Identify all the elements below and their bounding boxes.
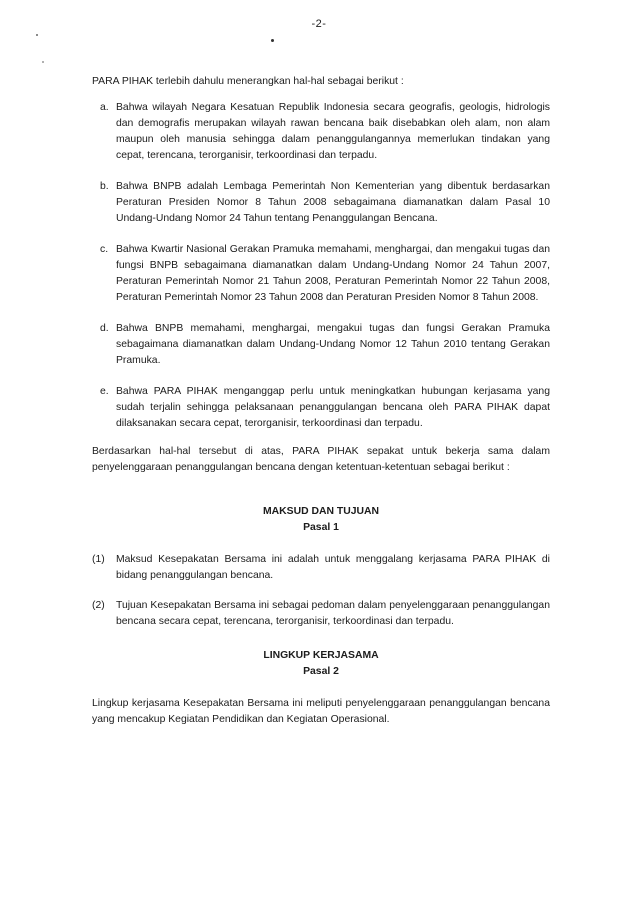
scan-speck: [42, 61, 44, 63]
pasal-heading: Pasal 2: [303, 666, 339, 677]
list-item-text: Bahwa BNPB adalah Lembaga Pemerintah Non Kementerian yang dibentuk berdasarkan Peraturan Presiden Nomor 8 Tahun 2008 sebagaimana diamanatkan dalam Pasal 10 Undang-Undang Nomor 24 Tahun tentang Penanggulangan Bencana.: [116, 181, 550, 224]
list-marker: c.: [100, 244, 109, 255]
scan-speck: [271, 39, 274, 42]
list-item-text: Bahwa wilayah Negara Kesatuan Republik Indonesia secara geografis, geologis, hidrologis dan demografis merupakan wilayah rawan bencana baik disebabkan oleh alam, non alam maupun oleh manusia sehingga dalam penanggulangannya memerlukan tindakan yang cepat, terencana, terorganisir, terkoordinasi dan terpadu.: [116, 102, 550, 161]
list-marker: a.: [100, 102, 109, 113]
list-item: [92, 179, 550, 227]
list-marker: b.: [100, 181, 109, 192]
scan-speck: [36, 34, 38, 36]
list-marker: e.: [100, 386, 109, 397]
clause-text: Tujuan Kesepakatan Bersama ini sebagai pedoman dalam penyelenggaraan penanggulangan bencana secara cepat, terencana, terorganisir, terkoordinasi dan terpadu.: [116, 600, 550, 627]
list-marker: d.: [100, 323, 109, 334]
document-body: [92, 74, 550, 728]
list-item-text: Bahwa Kwartir Nasional Gerakan Pramuka memahami, menghargai, dan mengakui tugas dan fungsi BNPB sebagaimana diamanatkan dalam Undang-Undang Nomor 24 Tahun 2007, Peraturan Pemerintah Nomor 21 Tahun 2008, Peraturan Pemerintah Nomor 22 Tahun 2008, Peraturan Pemerintah Nomor 23 Tahun 2008 dan Peraturan Presiden Nomor 8 Tahun 2008.: [116, 244, 550, 303]
clause-marker: (1): [92, 554, 105, 565]
list-item: [92, 100, 550, 164]
list-item: [92, 384, 550, 432]
clause-text: Maksud Kesepakatan Bersama ini adalah untuk menggalang kerjasama PARA PIHAK di bidang penanggulangan bencana.: [116, 554, 550, 581]
list-item: [92, 242, 550, 306]
pasal-heading: Pasal 1: [303, 522, 339, 533]
list-item-text: Bahwa PARA PIHAK menganggap perlu untuk meningkatkan hubungan kerjasama yang sudah terjalin sehingga pelaksanaan penanggulangan bencana oleh PARA PIHAK dapat dilaksanakan secara cepat, terorganisir, terkoordinasi dan terpadu.: [116, 386, 550, 429]
clause-marker: (2): [92, 600, 105, 611]
section-heading: MAKSUD DAN TUJUAN: [262, 506, 380, 517]
intro-paragraph: PARA PIHAK terlebih dahulu menerangkan hal-hal sebagai berikut :: [92, 76, 404, 87]
clause-item: [92, 598, 550, 630]
clause-list: [92, 552, 550, 630]
agreement-paragraph: Berdasarkan hal-hal tersebut di atas, PARA PIHAK sepakat untuk bekerja sama dalam penyelenggaraan penanggulangan bencana dengan ketentuan-ketentuan sebagai berikut :: [92, 446, 550, 473]
list-item-text: Bahwa BNPB memahami, menghargai, mengakui tugas dan fungsi Gerakan Pramuka sebagaimana diamanatkan dalam Undang-Undang Nomor 12 Tahun 2010 tentang Gerakan Pramuka.: [116, 323, 550, 366]
scope-paragraph: Lingkup kerjasama Kesepakatan Bersama ini meliputi penyelenggaraan penanggulangan bencana yang mencakup Kegiatan Pendidikan dan Kegiatan Operasional.: [92, 698, 550, 725]
list-item: [92, 321, 550, 369]
section-heading: LINGKUP KERJASAMA: [263, 650, 379, 661]
recitals-list: [92, 100, 550, 432]
clause-item: [92, 552, 550, 584]
page-number: -2-: [311, 18, 327, 30]
